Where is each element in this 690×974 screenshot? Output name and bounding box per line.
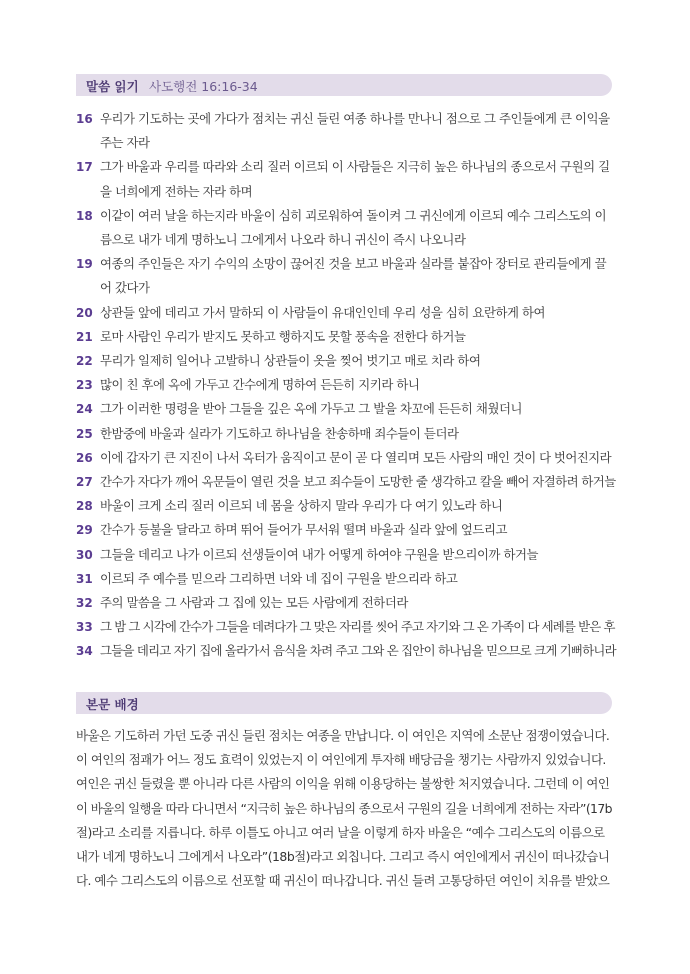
verse-text-line: 주의 말씀을 그 사람과 그 집에 있는 모든 사람에게 전하더라 [100, 595, 408, 611]
verse-number: 26 [76, 450, 93, 465]
reading-section-header [76, 74, 612, 96]
verse-item [76, 446, 616, 470]
verse-text-line: 바울이 크게 소리 질러 이르되 네 몸을 상하지 말라 우리가 다 여기 있노라 하니 [100, 498, 503, 514]
verse-number: 32 [76, 596, 93, 611]
verse-item [76, 422, 616, 446]
verse-item [76, 252, 616, 300]
background-section-header [76, 692, 612, 714]
verse-item [76, 349, 616, 373]
verse-item [76, 567, 616, 591]
verse-number: 28 [76, 499, 93, 514]
background-text-line: 절)라고 소리를 지릅니다. 하루 이틀도 아니고 여러 날을 이렇게 하자 바울은 “예수 그리스도의 이름으로 [76, 824, 605, 840]
verse-number: 22 [76, 354, 93, 369]
verse-text-line: 그가 이러한 명령을 받아 그들을 깊은 옥에 가두고 그 발을 차꼬에 든든히 채웠더니 [100, 401, 523, 417]
scripture-reference: 사도행전 16:16-34 [149, 79, 258, 94]
verse-number: 16 [76, 112, 93, 126]
background-paragraph [76, 724, 616, 893]
verse-item [76, 639, 616, 663]
verse-list [76, 107, 616, 664]
verse-text-line: 그 밤 그 시각에 간수가 그들을 데려다가 그 맞은 자리를 씻어 주고 자기와 그 온 가족이 다 세례를 받은 후 [100, 619, 615, 635]
verse-number: 30 [76, 547, 93, 562]
verse-number: 29 [76, 523, 93, 538]
verse-text-line: 그들을 데리고 자기 집에 올라가서 음식을 차려 주고 그와 온 집안이 하나님을 믿으므로 크게 기뻐하니라 [100, 643, 616, 659]
verse-text-line: 간수가 자다가 깨어 옥문들이 열린 것을 보고 죄수들이 도망한 줄 생각하고 칼을 빼어 자결하려 하거늘 [100, 474, 616, 490]
verse-text-line: 이르되 주 예수를 믿으라 그리하면 너와 네 집이 구원을 받으리라 하고 [100, 570, 458, 586]
verse-text-line: 로마 사람인 우리가 받지도 못하고 행하지도 못할 풍속을 전한다 하거늘 [100, 328, 466, 344]
verse-text-line: 름으로 내가 네게 명하노니 그에게서 나오라 하니 귀신이 즉시 나오니라 [100, 232, 466, 248]
verse-item [76, 591, 616, 615]
verse-text-line: 이에 갑자기 큰 지진이 나서 옥터가 움직이고 문이 곧 다 열리며 모든 사람의 매인 것이 다 벗어진지라 [100, 449, 611, 465]
verse-item [76, 301, 616, 325]
verse-number: 18 [76, 208, 93, 223]
verse-item [76, 494, 616, 518]
verse-text-line: 그들을 데리고 나가 이르되 선생들이여 내가 어떻게 하여야 구원을 받으리이까 하거늘 [100, 546, 539, 562]
verse-number: 31 [76, 571, 93, 586]
verse-item [76, 397, 616, 421]
verse-number: 24 [76, 402, 93, 417]
verse-text-line: 이같이 여러 날을 하는지라 바울이 심히 괴로워하여 돌이켜 그 귀신에게 이르되 예수 그리스도의 이 [100, 207, 607, 223]
verse-text-line: 어 갔다가 [100, 280, 150, 296]
verse-text-line: 주는 자라 [100, 135, 150, 151]
verse-text-line: 한밤중에 바울과 실라가 기도하고 하나님을 찬송하매 죄수들이 듣더라 [100, 425, 459, 441]
verse-item [76, 518, 616, 542]
verse-text-line: 우리가 기도하는 곳에 가다가 점치는 귀신 들린 여종 하나를 만나니 점으로 그 주인들에게 큰 이익을 [100, 111, 610, 126]
background-text-line: 다. 예수 그리스도의 이름으로 선포할 때 귀신이 떠나갑니다. 귀신 들려 고통당하던 여인이 치유를 받았으 [76, 873, 610, 889]
verse-text-line: 그가 바울과 우리를 따라와 소리 질러 이르되 이 사람들은 지극히 높은 하나님의 종으로서 구원의 길 [100, 159, 610, 175]
background-text-line: 여인은 귀신 들렸을 뿐 아니라 다른 사람의 이익을 위해 이용당하는 불쌍한 처지였습니다. 그런데 이 여인 [76, 776, 610, 792]
verse-number: 33 [76, 620, 93, 635]
background-text-line: 이 바울의 일행을 따라 다니면서 “지극히 높은 하나님의 종으로서 구원의 길을 너희에게 전하는 자라”(17b [76, 800, 612, 816]
verse-item [76, 204, 616, 252]
verse-number: 19 [76, 257, 93, 272]
verse-text-line: 을 너희에게 전하는 자라 하며 [100, 183, 253, 199]
verse-text-line: 무리가 일제히 일어나 고발하니 상관들이 옷을 찢어 벗기고 매로 치라 하여 [100, 353, 481, 369]
verse-number: 21 [76, 329, 93, 344]
verse-number: 25 [76, 426, 93, 441]
verse-text-line: 상관들 앞에 데리고 가서 말하되 이 사람들이 유대인인데 우리 성을 심히 요란하게 하여 [100, 304, 546, 320]
verse-item [76, 325, 616, 349]
verse-number: 34 [76, 644, 93, 659]
verse-item [76, 470, 616, 494]
background-text-line: 이 여인의 점괘가 어느 정도 효력이 있었는지 이 여인에게 투자해 배당금을 챙기는 사람까지 있었습니다. [76, 752, 606, 768]
verse-number: 27 [76, 475, 93, 490]
verse-number: 17 [76, 160, 93, 175]
background-section-label: 본문 배경 [86, 697, 139, 712]
verse-item [76, 107, 616, 155]
verse-item [76, 373, 616, 397]
verse-text-line: 많이 친 후에 옥에 가두고 간수에게 명하여 든든히 지키라 하니 [100, 377, 420, 393]
reading-section-label: 말씀 읽기 [86, 79, 139, 94]
verse-item [76, 543, 616, 567]
verse-text-line: 간수가 등불을 달라고 하며 뛰어 들어가 무서워 떨며 바울과 실라 앞에 엎드리고 [100, 522, 507, 538]
verse-text-line: 여종의 주인들은 자기 수익의 소망이 끊어진 것을 보고 바울과 실라를 붙잡아 장터로 관리들에게 끌 [100, 256, 607, 272]
verse-number: 20 [76, 305, 93, 320]
verse-number: 23 [76, 378, 93, 393]
background-text-line: 내가 네게 명하노니 그에게서 나오라”(18b절)라고 외칩니다. 그리고 즉시 여인에게서 귀신이 떠나갔습니 [76, 849, 610, 865]
verse-item [76, 155, 616, 203]
verse-item [76, 615, 616, 639]
background-text-line: 바울은 기도하러 가던 도중 귀신 들린 점치는 여종을 만납니다. 이 여인은 지역에 소문난 점쟁이였습니다. [76, 728, 610, 743]
